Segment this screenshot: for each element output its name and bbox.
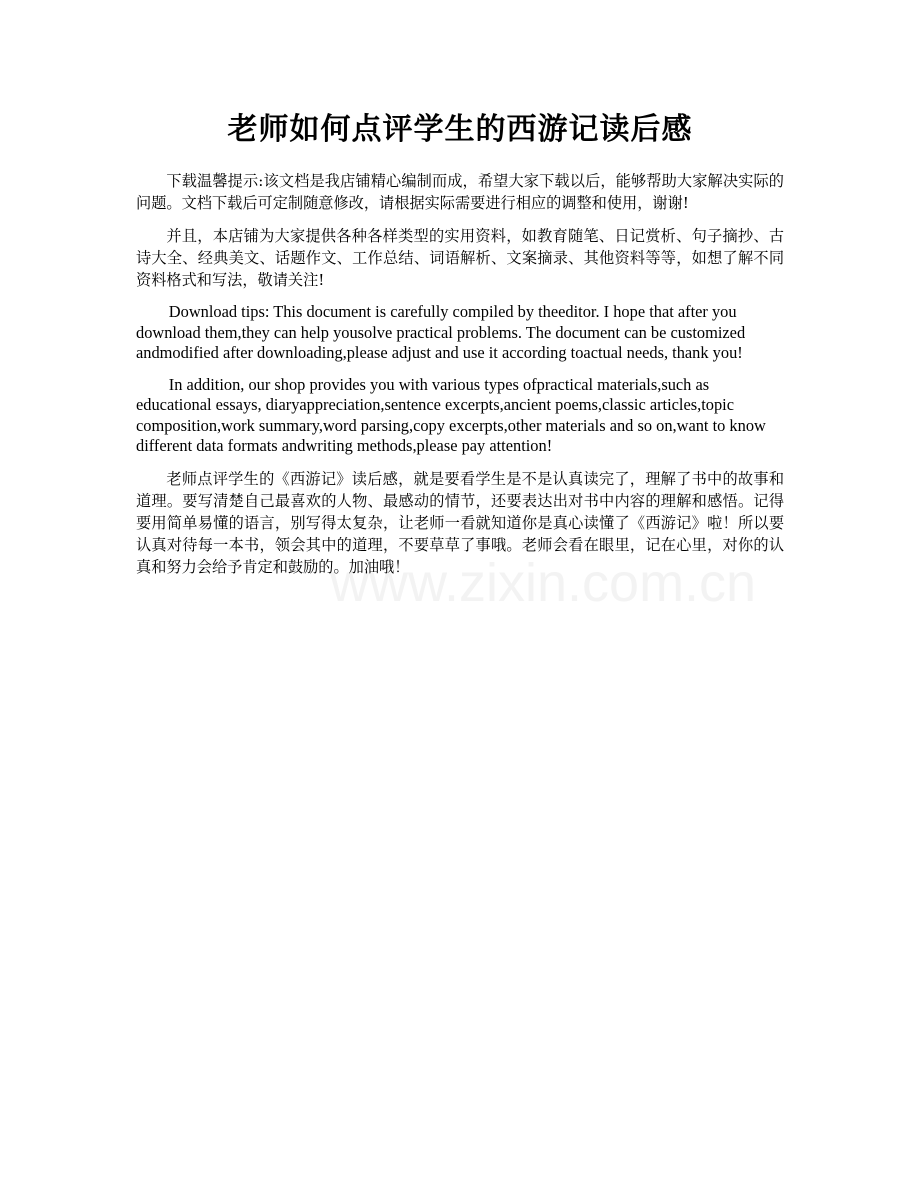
document-title: 老师如何点评学生的西游记读后感 bbox=[227, 112, 693, 147]
paragraph-shop-cn: 并且，本店铺为大家提供各种各样类型的实用资料，如教育随笔、日记赏析、句子摘抄、古诗大全、经典美文、话题作文、工作总结、词语解析、文案摘录、其他资料等等，如想了解不同资料格式和写法，敬请关注! bbox=[136, 227, 784, 289]
paragraph-shop-en: In addition, our shop provides you with various types ofpractical materials,such as educational essays, diaryappreciation,sentence excerpts,ancient poems,classic articles,topic composition,work summary,word parsing,copy excerpts,other materials and so on,want to know different data formats andwriting methods,please pay attention! bbox=[136, 374, 766, 455]
paragraph-notice-cn: 下载温馨提示:该文档是我店铺精心编制而成，希望大家下载以后，能够帮助大家解决实际的问题。文档下载后可定制随意修改，请根据实际需要进行相应的调整和使用，谢谢! bbox=[136, 172, 784, 212]
paragraph-notice-en: Download tips: This document is carefully compiled by theeditor. I hope that after you download them,they can help yousolve practical problems. The document can be customized andmodified after downloading,please adjust and use it according toactual needs, thank you! bbox=[136, 302, 746, 362]
paragraph-body-cn: 老师点评学生的《西游记》读后感，就是要看学生是不是认真读完了，理解了书中的故事和道理。要写清楚自己最喜欢的人物、最感动的情节，还要表达出对书中内容的理解和感悟。记得要用简单易懂的语言，别写得太复杂，让老师一看就知道你是真心读懂了《西游记》啦！所以要认真对待每一本书，领会其中的道理，不要草草了事哦。老师会看在眼里，记在心里，对你的认真和努力会给予肯定和鼓励的。加油哦！ bbox=[136, 469, 784, 576]
document-content bbox=[136, 108, 784, 578]
watermark-text: www.zixin.com.cn bbox=[330, 553, 757, 613]
